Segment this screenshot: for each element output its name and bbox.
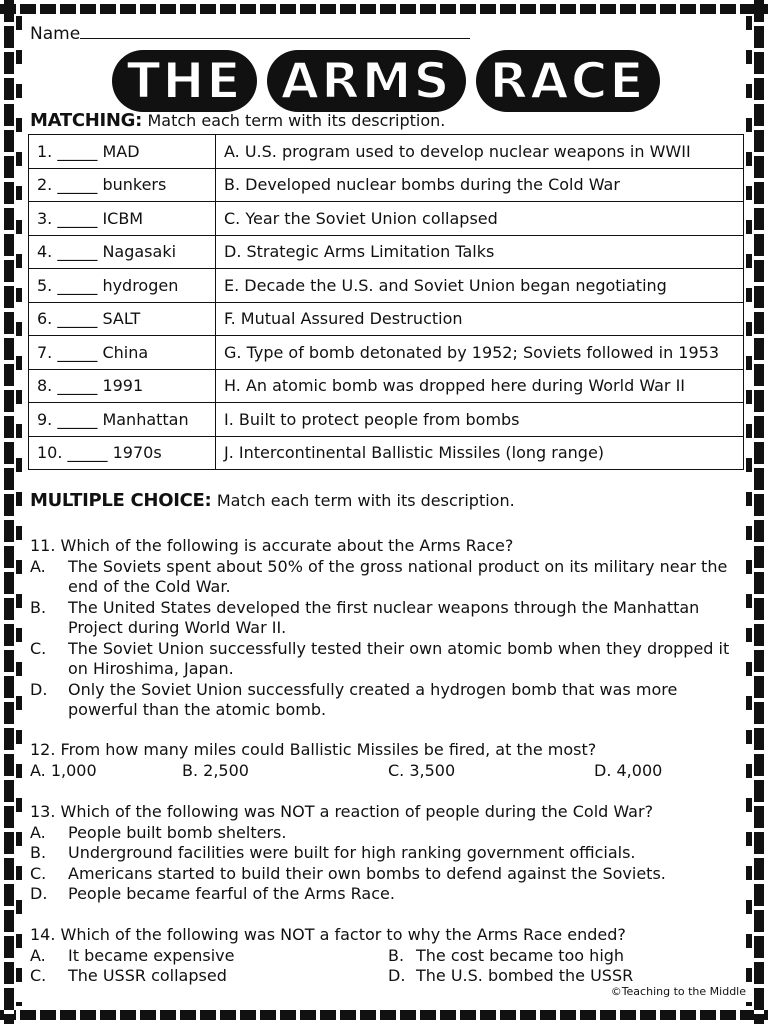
option-text: Americans started to build their own bombs to defend against the Soviets.	[68, 863, 666, 883]
term-cell[interactable]: 5. _____ hydrogen	[29, 269, 216, 303]
answer-option-b[interactable]	[30, 598, 746, 639]
question-stem: 13. Which of the following was NOT a reaction of people during the Cold War?	[30, 802, 654, 821]
table-row	[29, 202, 744, 236]
answer-option-c[interactable]	[30, 864, 746, 885]
answer-option-b[interactable]: B. 2,500	[182, 760, 249, 780]
option-letter: C.	[30, 863, 47, 883]
answer-option-d[interactable]: D. 4,000	[594, 760, 663, 780]
answer-option-a[interactable]	[30, 946, 388, 967]
option-text: The U.S. bombed the USSR	[416, 966, 634, 985]
table-row	[29, 135, 744, 169]
answer-option-b[interactable]	[30, 843, 746, 864]
title-word-3: RACE	[476, 50, 660, 112]
border-inner-left	[16, 16, 22, 1006]
question-stem: 12. From how many miles could Ballistic Missiles be fired, at the most?	[30, 740, 597, 759]
term-cell[interactable]: 10. _____ 1970s	[29, 436, 216, 470]
description-cell: E. Decade the U.S. and Soviet Union began negotiating	[216, 269, 744, 303]
option-text: The USSR collapsed	[68, 966, 227, 985]
description-cell: I. Built to protect people from bombs	[216, 403, 744, 437]
answer-option-c[interactable]	[30, 639, 746, 680]
border-inner-right	[746, 16, 752, 1006]
answer-option-b[interactable]	[388, 946, 746, 967]
multiple-choice-heading	[30, 490, 515, 511]
page-title	[46, 50, 726, 112]
question-stem: 14. Which of the following was NOT a factor to why the Arms Race ended?	[30, 925, 626, 944]
option-text: The Soviets spent about 50% of the gross national product on its military near the end of the Cold War.	[68, 556, 728, 596]
option-letter: B.	[30, 843, 47, 862]
copyright-credit: ©Teaching to the Middle	[610, 985, 746, 998]
term-cell[interactable]: 3. _____ ICBM	[29, 202, 216, 236]
description-cell: B. Developed nuclear bombs during the Cold War	[216, 168, 744, 202]
option-text: It became expensive	[68, 945, 235, 965]
name-label: Name	[30, 24, 81, 44]
question-12	[30, 740, 746, 781]
answer-options	[30, 761, 746, 782]
term-cell[interactable]: 6. _____ SALT	[29, 302, 216, 336]
answer-option-c[interactable]	[30, 966, 388, 987]
border-right	[754, 0, 764, 1024]
option-letter: B.	[30, 597, 47, 617]
option-letter: A.	[30, 945, 46, 965]
option-text: People built bomb shelters.	[68, 822, 287, 842]
option-letter: A.	[30, 822, 46, 842]
question-13	[30, 802, 746, 905]
term-cell[interactable]: 1. _____ MAD	[29, 135, 216, 169]
table-row	[29, 168, 744, 202]
option-letter: D.	[30, 679, 48, 699]
option-text: The cost became too high	[416, 945, 625, 965]
table-row	[29, 269, 744, 303]
matching-heading-label: MATCHING:	[30, 110, 143, 131]
answer-option-a[interactable]	[30, 823, 746, 844]
table-row	[29, 336, 744, 370]
table-row	[29, 436, 744, 470]
name-field[interactable]	[30, 24, 470, 44]
term-cell[interactable]: 7. _____ China	[29, 336, 216, 370]
multiple-choice-instruction: Match each term with its description.	[216, 491, 515, 510]
answer-option-a[interactable]: A. 1,000	[30, 760, 97, 780]
answer-option-a[interactable]	[30, 557, 746, 598]
option-letter: D.	[388, 966, 406, 985]
border-left	[4, 0, 14, 1024]
description-cell: J. Intercontinental Ballistic Missiles (long range)	[216, 436, 744, 470]
border-top	[0, 4, 768, 14]
matching-table	[28, 134, 744, 470]
term-cell[interactable]: 8. _____ 1991	[29, 369, 216, 403]
matching-heading	[30, 110, 445, 131]
question-11	[30, 536, 746, 721]
border-bottom	[0, 1010, 768, 1020]
table-row	[29, 403, 744, 437]
table-row	[29, 369, 744, 403]
term-cell[interactable]: 4. _____ Nagasaki	[29, 235, 216, 269]
term-cell[interactable]: 9. _____ Manhattan	[29, 403, 216, 437]
answer-option-c[interactable]: C. 3,500	[388, 760, 456, 780]
description-cell: C. Year the Soviet Union collapsed	[216, 202, 744, 236]
answer-options	[30, 946, 746, 987]
option-text: The United States developed the first nuclear weapons through the Manhattan Project during World War II.	[68, 597, 700, 637]
option-letter: A.	[30, 556, 46, 576]
description-cell: H. An atomic bomb was dropped here during World War II	[216, 369, 744, 403]
matching-instruction: Match each term with its description.	[147, 111, 446, 130]
option-text: Underground facilities were built for high ranking government officials.	[68, 843, 636, 862]
option-letter: C.	[30, 966, 47, 985]
answer-option-d[interactable]	[30, 680, 746, 721]
question-stem: 11. Which of the following is accurate about the Arms Race?	[30, 536, 514, 555]
description-cell: F. Mutual Assured Destruction	[216, 302, 744, 336]
name-blank[interactable]	[80, 24, 470, 39]
option-text: People became fearful of the Arms Race.	[68, 884, 395, 903]
table-row	[29, 235, 744, 269]
option-letter: C.	[30, 638, 47, 658]
table-row	[29, 302, 744, 336]
description-cell: D. Strategic Arms Limitation Talks	[216, 235, 744, 269]
option-letter: B.	[388, 945, 405, 965]
option-letter: D.	[30, 884, 48, 903]
multiple-choice-heading-label: MULTIPLE CHOICE:	[30, 490, 212, 511]
description-cell: A. U.S. program used to develop nuclear weapons in WWII	[216, 135, 744, 169]
description-cell: G. Type of bomb detonated by 1952; Soviets followed in 1953	[216, 336, 744, 370]
title-word-1: THE	[112, 50, 256, 112]
answer-option-d[interactable]	[30, 884, 746, 905]
option-text: Only the Soviet Union successfully created a hydrogen bomb that was more powerful than the atomic bomb.	[68, 679, 678, 719]
answer-option-d[interactable]	[388, 966, 746, 987]
option-text: The Soviet Union successfully tested their own atomic bomb when they dropped it on Hiroshima, Japan.	[68, 638, 730, 678]
title-word-2: ARMS	[267, 50, 466, 112]
question-14	[30, 925, 746, 987]
term-cell[interactable]: 2. _____ bunkers	[29, 168, 216, 202]
